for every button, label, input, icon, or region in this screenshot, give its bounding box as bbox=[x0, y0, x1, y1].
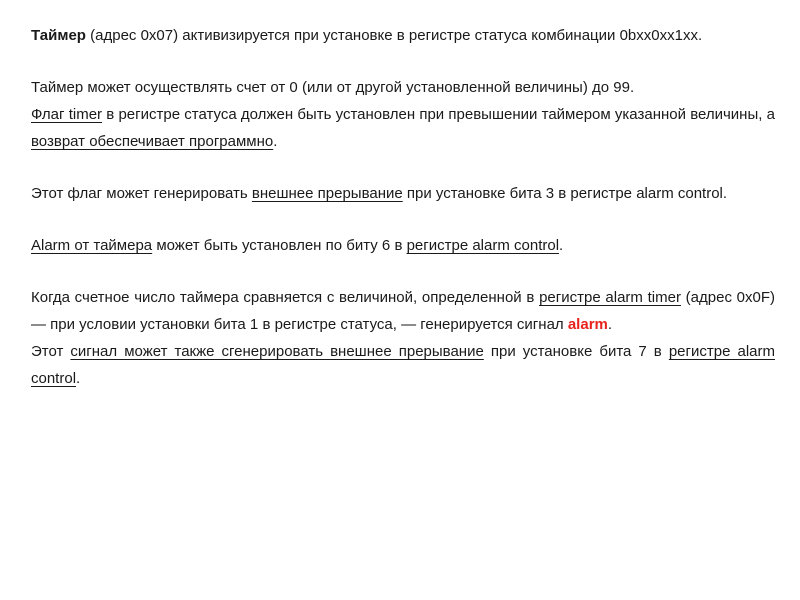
paragraph-alarm-signal bbox=[31, 284, 775, 338]
return-term: возврат обеспечивает программно bbox=[31, 133, 274, 150]
alarm-control-register-term: регистре alarm control bbox=[31, 343, 775, 387]
paragraph-timer-address bbox=[31, 22, 775, 49]
spacer bbox=[31, 49, 775, 74]
signal-interrupt-term: сигнал может также сгенерировать внешнее прерывание bbox=[70, 343, 484, 360]
external-interrupt-lead: Этот флаг может генерировать bbox=[31, 185, 252, 202]
spacer bbox=[31, 155, 775, 180]
flag-timer-term: Флаг timer bbox=[31, 106, 103, 123]
alarm-signal-lead: Когда счетное число таймера сравняется с величиной, определенной в bbox=[31, 289, 540, 306]
paragraph-external-interrupt bbox=[31, 180, 775, 207]
timer-term: Таймер bbox=[31, 27, 86, 44]
paragraph-signal-interrupt bbox=[31, 338, 775, 392]
period: . bbox=[559, 237, 564, 254]
spacer bbox=[31, 259, 775, 284]
period: . bbox=[76, 370, 81, 387]
count-range-text: Таймер может осуществлять счет от 0 (или от другой установленной величины) до 99. bbox=[31, 79, 635, 96]
alarm-timer-register-term: регистре alarm timer bbox=[539, 289, 681, 306]
alarm-control-register-term: регистре alarm control bbox=[406, 237, 560, 254]
flag-timer-text: в регистре статуса должен быть установлен при превышении таймером указанной величины, а bbox=[102, 106, 775, 123]
paragraph-count-range bbox=[31, 74, 775, 101]
period: . bbox=[607, 316, 613, 333]
external-interrupt-text: при установке бита 3 в регистре alarm control. bbox=[402, 185, 728, 202]
alarm-signal-term: alarm bbox=[567, 316, 608, 333]
paragraph-timer-flag bbox=[31, 101, 775, 155]
paragraph-alarm-bit bbox=[31, 232, 775, 259]
signal-interrupt-lead: Этот bbox=[31, 343, 71, 360]
spacer bbox=[31, 207, 775, 232]
alarm-signal-text: (адрес 0x0F) — при условии установки бита 1 в регистре статуса, — генерируется сигнал bbox=[31, 289, 775, 333]
document-text bbox=[31, 22, 775, 392]
period: . bbox=[273, 133, 278, 150]
alarm-timer-term: Alarm от таймера bbox=[31, 237, 153, 254]
timer-address-text: (адрес 0х07) активизируется при установке в регистре статуса комбинации 0bxx0xx1xx. bbox=[85, 27, 703, 44]
external-interrupt-term: внешнее прерывание bbox=[251, 185, 403, 202]
alarm-bit-text: может быть установлен по биту 6 в bbox=[152, 237, 407, 254]
signal-interrupt-text: при установке бита 7 в bbox=[483, 343, 669, 360]
